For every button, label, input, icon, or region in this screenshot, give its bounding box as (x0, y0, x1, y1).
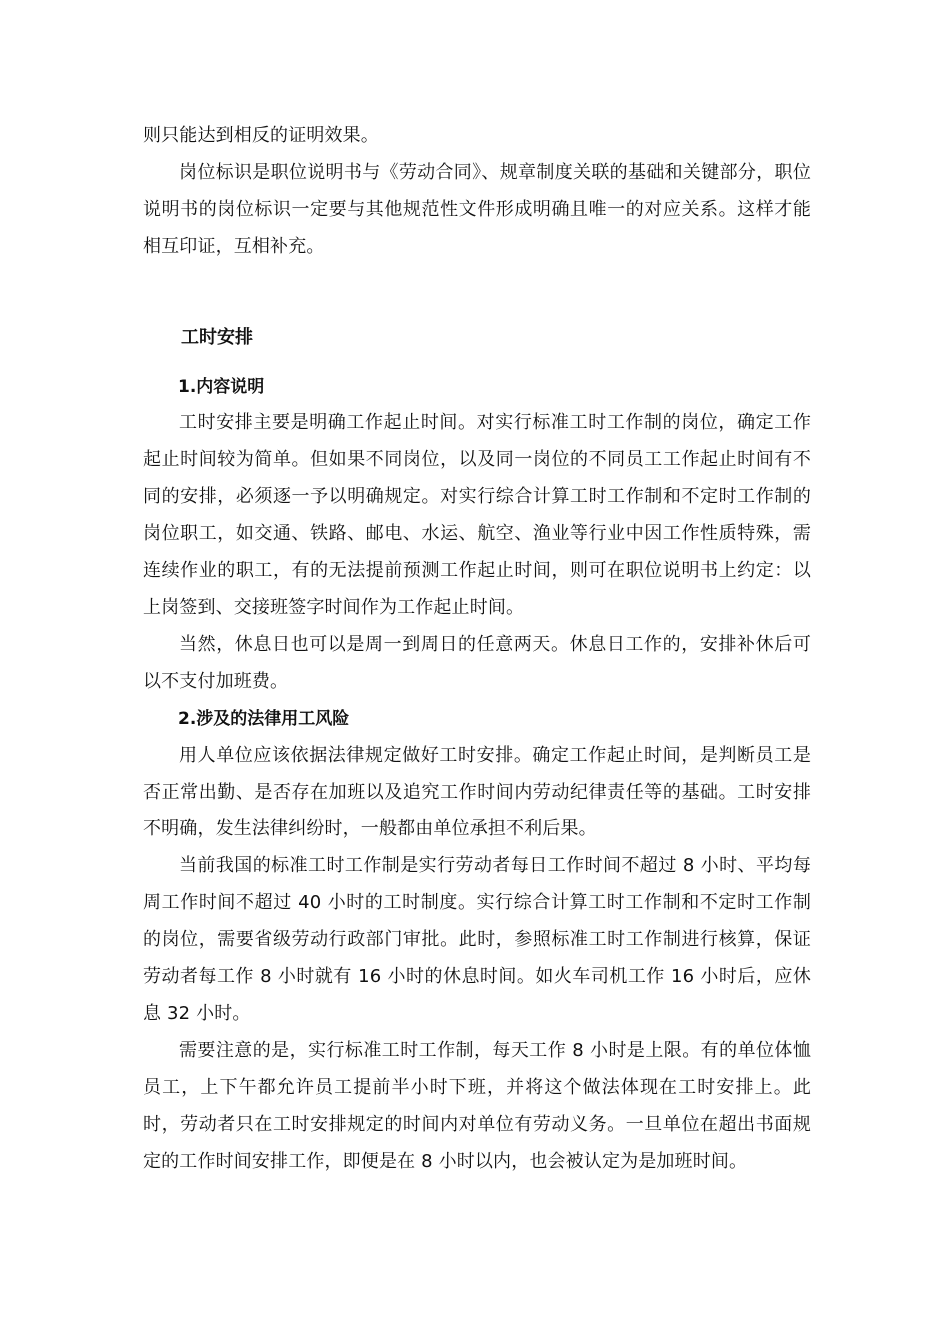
paragraph-continuation: 则只能达到相反的证明效果。 (143, 125, 379, 146)
section-spacer (143, 266, 811, 320)
document-body (143, 118, 811, 1180)
heading-spacer (143, 357, 811, 369)
subsection-title-content-description: 1.内容说明 (178, 376, 265, 397)
subsection-title-legal-risks: 2.涉及的法律用工风险 (178, 708, 350, 729)
section-title: 工时安排 (181, 326, 253, 348)
paragraph-standard-hours: 当前我国的标准工时工作制是实行劳动者每日工作时间不超过 8 小时、平均每周工作时间不超过 40 小时的工时制度。实行综合计算工时工作制和不定时工作制的岗位，需要省级劳动行政部门审批。此时，参照标准工时工作制进行核算，保证劳动者每工作 8 小时就有 16 小时的休息时间。如火车司机工作 16 小时后，应休息 32 小时。 (143, 855, 811, 1024)
paragraph-working-hours-description: 工时安排主要是明确工作起止时间。对实行标准工时工作制的岗位，确定工作起止时间较为简单。但如果不同岗位，以及同一岗位的不同员工工作起止时间有不同的安排，必须逐一予以明确规定。对实行综合计算工时工作制和不定时工作制的岗位职工，如交通、铁路、邮电、水运、航空、渔业等行业中因工作性质特殊，需连续作业的职工，有的无法提前预测工作起止时间，则可在职位说明书上约定：以上岗签到、交接班签字时间作为工作起止时间。 (143, 412, 811, 618)
paragraph-legal-basis: 用人单位应该依据法律规定做好工时安排。确定工作起止时间，是判断员工是否正常出勤、是否存在加班以及追究工作时间内劳动纪律责任等的基础。工时安排不明确，发生法律纠纷时，一般都由单位承担不利后果。 (143, 744, 811, 840)
paragraph-rest-days: 当然，休息日也可以是周一到周日的任意两天。休息日工作的，安排补休后可以不支付加班费。 (143, 633, 811, 692)
paragraph-position-identifier: 岗位标识是职位说明书与《劳动合同》、规章制度关联的基础和关键部分，职位说明书的岗位标识一定要与其他规范性文件形成明确且唯一的对应关系。这样才能相互印证，互相补充。 (143, 161, 811, 257)
paragraph-overtime-note: 需要注意的是，实行标准工时工作制，每天工作 8 小时是上限。有的单位体恤员工，上下午都允许员工提前半小时下班，并将这个做法体现在工时安排上。此时，劳动者只在工时安排规定的时间内对单位有劳动义务。一旦单位在超出书面规定的工作时间安排工作，即便是在 8 小时以内，也会被认定为是加班时间。 (143, 1039, 811, 1172)
